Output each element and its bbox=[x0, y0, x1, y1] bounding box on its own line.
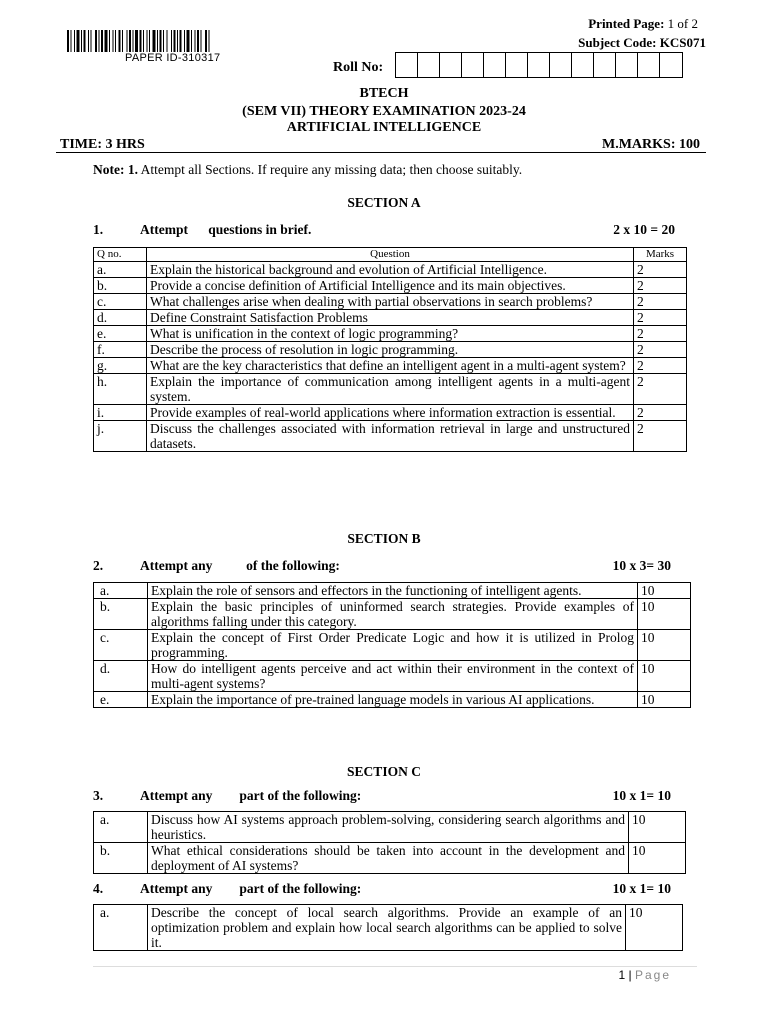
question-row bbox=[94, 583, 691, 599]
barcode-bar bbox=[119, 30, 121, 52]
barcode-bar bbox=[177, 30, 178, 52]
question-text: Explain the importance of communication among intelligent agents in a multi-agent system. bbox=[147, 374, 634, 405]
question-row bbox=[94, 278, 687, 294]
roll-no-digit-box[interactable] bbox=[506, 53, 528, 77]
footer-page-number: 1 bbox=[618, 968, 626, 982]
roll-no-digit-box[interactable] bbox=[418, 53, 440, 77]
question-label: f. bbox=[94, 342, 147, 358]
barcode-bar bbox=[115, 30, 116, 52]
question-marks-cell: 2 bbox=[634, 326, 687, 342]
question-label: a. bbox=[94, 262, 147, 278]
barcode-bar bbox=[74, 30, 75, 52]
section-c-title: SECTION C bbox=[347, 764, 421, 779]
question-instruction: Attempt any of the following: bbox=[140, 558, 340, 573]
barcode-bar bbox=[153, 30, 156, 52]
question-marks-cell: 10 bbox=[638, 692, 691, 708]
barcode-bar bbox=[95, 30, 97, 52]
roll-no-digit-box[interactable] bbox=[660, 53, 682, 77]
question-marks-cell: 2 bbox=[634, 342, 687, 358]
question-marks-cell: 10 bbox=[629, 843, 686, 874]
barcode-bar bbox=[147, 30, 148, 52]
question-marks: 10 x 1= 10 bbox=[612, 881, 671, 896]
question-row bbox=[94, 310, 687, 326]
max-marks: M.MARKS: 100 bbox=[602, 137, 700, 152]
barcode-bar bbox=[133, 30, 134, 52]
roll-no-digit-box[interactable] bbox=[462, 53, 484, 77]
question-row bbox=[94, 358, 687, 374]
barcode-bar bbox=[209, 30, 210, 52]
barcode-bar bbox=[122, 30, 123, 52]
barcode-bar bbox=[77, 30, 80, 52]
question-text: How do intelligent agents perceive and act within their environment in the context of multi-agent systems? bbox=[148, 661, 638, 692]
question-row bbox=[94, 405, 687, 421]
question-label: d. bbox=[94, 661, 148, 692]
question-text: Provide a concise definition of Artificial Intelligence and its main objectives. bbox=[147, 278, 634, 294]
note-num: 1. bbox=[127, 162, 138, 177]
barcode-bar bbox=[205, 30, 207, 52]
printed-page-value: 1 of 2 bbox=[667, 16, 698, 31]
question-row bbox=[94, 374, 687, 405]
question-label: g. bbox=[94, 358, 147, 374]
header-divider bbox=[56, 152, 706, 153]
question-marks-cell: 2 bbox=[634, 310, 687, 326]
question-row bbox=[94, 599, 691, 630]
exam-title: (SEM VII) THEORY EXAMINATION 2023-24 bbox=[242, 104, 526, 119]
section-a-title: SECTION A bbox=[347, 195, 421, 210]
question-label: c. bbox=[94, 630, 148, 661]
roll-no-boxes[interactable] bbox=[395, 52, 683, 78]
barcode-bar bbox=[160, 30, 162, 52]
question-instruction: Attempt any part of the following: bbox=[140, 788, 362, 803]
question-text: Provide examples of real-world applications where information extraction is essential. bbox=[147, 405, 634, 421]
question-text: Describe the concept of local search algorithms. Provide an example of an optimization problem and explain how local search algorithms can be applied to solve it. bbox=[148, 905, 626, 951]
section-a-table bbox=[93, 247, 687, 452]
question-number: 2. bbox=[93, 558, 104, 573]
question-text: Explain the importance of pre-trained language models in various AI applications. bbox=[148, 692, 638, 708]
barcode-bar bbox=[197, 30, 199, 52]
question-row bbox=[94, 843, 686, 874]
question-label: a. bbox=[94, 583, 148, 599]
question-label: c. bbox=[94, 294, 147, 310]
question-marks-cell: 2 bbox=[634, 262, 687, 278]
question-label: a. bbox=[94, 812, 148, 843]
printed-page-label: Printed Page: bbox=[588, 16, 665, 31]
question-text: What ethical considerations should be taken into account in the development and deployment of AI systems? bbox=[148, 843, 629, 874]
question-label: d. bbox=[94, 310, 147, 326]
barcode-bar bbox=[201, 30, 202, 52]
section-c-q3-table bbox=[93, 811, 686, 874]
question-text: What are the key characteristics that define an intelligent agent in a multi-agent system? bbox=[147, 358, 634, 374]
subject-title: ARTIFICIAL INTELLIGENCE bbox=[286, 120, 482, 135]
question-number: 1. bbox=[93, 222, 104, 237]
roll-no-digit-box[interactable] bbox=[396, 53, 418, 77]
roll-no-digit-box[interactable] bbox=[594, 53, 616, 77]
question-text: Explain the concept of First Order Predicate Logic and how it is utilized in Prolog programming. bbox=[148, 630, 638, 661]
barcode bbox=[67, 30, 295, 52]
footer-page-word: Page bbox=[634, 968, 671, 982]
printed-page bbox=[588, 16, 698, 32]
page-footer bbox=[618, 968, 671, 982]
barcode-bar bbox=[99, 30, 100, 52]
question-row bbox=[94, 905, 683, 951]
question-marks: 2 x 10 = 20 bbox=[613, 222, 675, 237]
barcode-bar bbox=[180, 30, 182, 52]
question-marks-cell: 10 bbox=[638, 599, 691, 630]
barcode-bar bbox=[195, 30, 196, 52]
program-title: BTECH bbox=[359, 86, 409, 101]
note-label: Note: bbox=[93, 162, 125, 177]
note bbox=[93, 162, 522, 178]
barcode-bar bbox=[149, 30, 150, 52]
question-marks-cell: 10 bbox=[626, 905, 683, 951]
subject-code-value: KCS071 bbox=[659, 35, 706, 50]
question-marks: 10 x 1= 10 bbox=[612, 788, 671, 803]
question-text: Describe the process of resolution in logic programming. bbox=[147, 342, 634, 358]
roll-no-digit-box[interactable] bbox=[484, 53, 506, 77]
note-text: Attempt all Sections. If require any missing data; then choose suitably. bbox=[140, 162, 523, 177]
footer-divider bbox=[93, 966, 697, 967]
question-label: j. bbox=[94, 421, 147, 452]
barcode-bar bbox=[81, 30, 82, 52]
roll-no-label: Roll No: bbox=[333, 60, 384, 75]
section-b-title: SECTION B bbox=[347, 531, 421, 546]
roll-no-digit-box[interactable] bbox=[638, 53, 660, 77]
question-label: b. bbox=[94, 278, 147, 294]
question-marks-cell: 2 bbox=[634, 421, 687, 452]
question-text: Explain the basic principles of uninformed search strategies. Provide examples of algorithms falling under this category. bbox=[148, 599, 638, 630]
question-label: e. bbox=[94, 326, 147, 342]
question-row bbox=[94, 421, 687, 452]
question-row bbox=[94, 294, 687, 310]
question-row bbox=[94, 661, 691, 692]
footer-separator: | bbox=[628, 968, 632, 982]
question-label: i. bbox=[94, 405, 147, 421]
question-row bbox=[94, 326, 687, 342]
roll-no-digit-box[interactable] bbox=[572, 53, 594, 77]
question-label: h. bbox=[94, 374, 147, 405]
question-text: What is unification in the context of logic programming? bbox=[147, 326, 634, 342]
question-marks-cell: 2 bbox=[634, 278, 687, 294]
barcode-bar bbox=[67, 30, 69, 52]
barcode-bar bbox=[163, 30, 164, 52]
question-text: Explain the historical background and evolution of Artificial Intelligence. bbox=[147, 262, 634, 278]
barcode-bar bbox=[143, 30, 144, 52]
barcode-bar bbox=[113, 30, 114, 52]
section-c-q4-table bbox=[93, 904, 683, 951]
question-marks-cell: 10 bbox=[638, 583, 691, 599]
question-marks-cell: 10 bbox=[638, 661, 691, 692]
barcode-bar bbox=[88, 30, 89, 52]
barcode-bar bbox=[129, 30, 131, 52]
barcode-bar bbox=[109, 30, 110, 52]
question-marks-cell: 2 bbox=[634, 405, 687, 421]
question-marks-cell: 2 bbox=[634, 358, 687, 374]
question-label: b. bbox=[94, 843, 148, 874]
barcode-bar bbox=[191, 30, 192, 52]
question-marks-cell: 2 bbox=[634, 294, 687, 310]
question-label: a. bbox=[94, 905, 148, 951]
barcode-bar bbox=[184, 30, 185, 52]
question-instruction: Attempt questions in brief. bbox=[140, 222, 312, 237]
question-text: Discuss how AI systems approach problem-solving, considering search algorithms and heuristics. bbox=[148, 812, 629, 843]
barcode-bar bbox=[174, 30, 176, 52]
barcode-bar bbox=[105, 30, 108, 52]
subject-code bbox=[578, 35, 706, 51]
roll-no-digit-box[interactable] bbox=[550, 53, 572, 77]
barcode-bar bbox=[157, 30, 158, 52]
barcode-bar bbox=[84, 30, 86, 52]
question-text: What challenges arise when dealing with partial observations in search problems? bbox=[147, 294, 634, 310]
question-marks-cell: 10 bbox=[638, 630, 691, 661]
barcode-bar bbox=[140, 30, 142, 52]
col-question: Question bbox=[147, 248, 634, 262]
col-qno: Q no. bbox=[94, 248, 147, 262]
col-marks: Marks bbox=[634, 248, 687, 262]
question-row bbox=[94, 262, 687, 278]
exam-time: TIME: 3 HRS bbox=[60, 137, 145, 152]
question-row bbox=[94, 342, 687, 358]
barcode-bar bbox=[101, 30, 103, 52]
barcode-bar bbox=[135, 30, 138, 52]
question-instruction: Attempt any part of the following: bbox=[140, 881, 362, 896]
barcode-bar bbox=[91, 30, 92, 52]
question-text: Explain the role of sensors and effectors in the functioning of intelligent agents. bbox=[148, 583, 638, 599]
question-row bbox=[94, 630, 691, 661]
barcode-bar bbox=[171, 30, 172, 52]
paper-id: PAPER ID-310317 bbox=[125, 52, 221, 64]
barcode-bar bbox=[187, 30, 190, 52]
question-row bbox=[94, 692, 691, 708]
subject-code-label: Subject Code: bbox=[578, 35, 657, 50]
roll-no-digit-box[interactable] bbox=[528, 53, 550, 77]
barcode-bar bbox=[71, 30, 72, 52]
question-marks-cell: 10 bbox=[629, 812, 686, 843]
question-label: b. bbox=[94, 599, 148, 630]
barcode-bar bbox=[127, 30, 128, 52]
barcode-bar bbox=[167, 30, 168, 52]
roll-no-digit-box[interactable] bbox=[440, 53, 462, 77]
section-b-table bbox=[93, 582, 691, 708]
question-marks: 10 x 3= 30 bbox=[612, 558, 671, 573]
question-number: 4. bbox=[93, 881, 104, 896]
question-label: e. bbox=[94, 692, 148, 708]
question-text: Define Constraint Satisfaction Problems bbox=[147, 310, 634, 326]
question-row bbox=[94, 812, 686, 843]
question-marks-cell: 2 bbox=[634, 374, 687, 405]
roll-no-digit-box[interactable] bbox=[616, 53, 638, 77]
question-text: Discuss the challenges associated with information retrieval in large and unstructured datasets. bbox=[147, 421, 634, 452]
question-number: 3. bbox=[93, 788, 104, 803]
